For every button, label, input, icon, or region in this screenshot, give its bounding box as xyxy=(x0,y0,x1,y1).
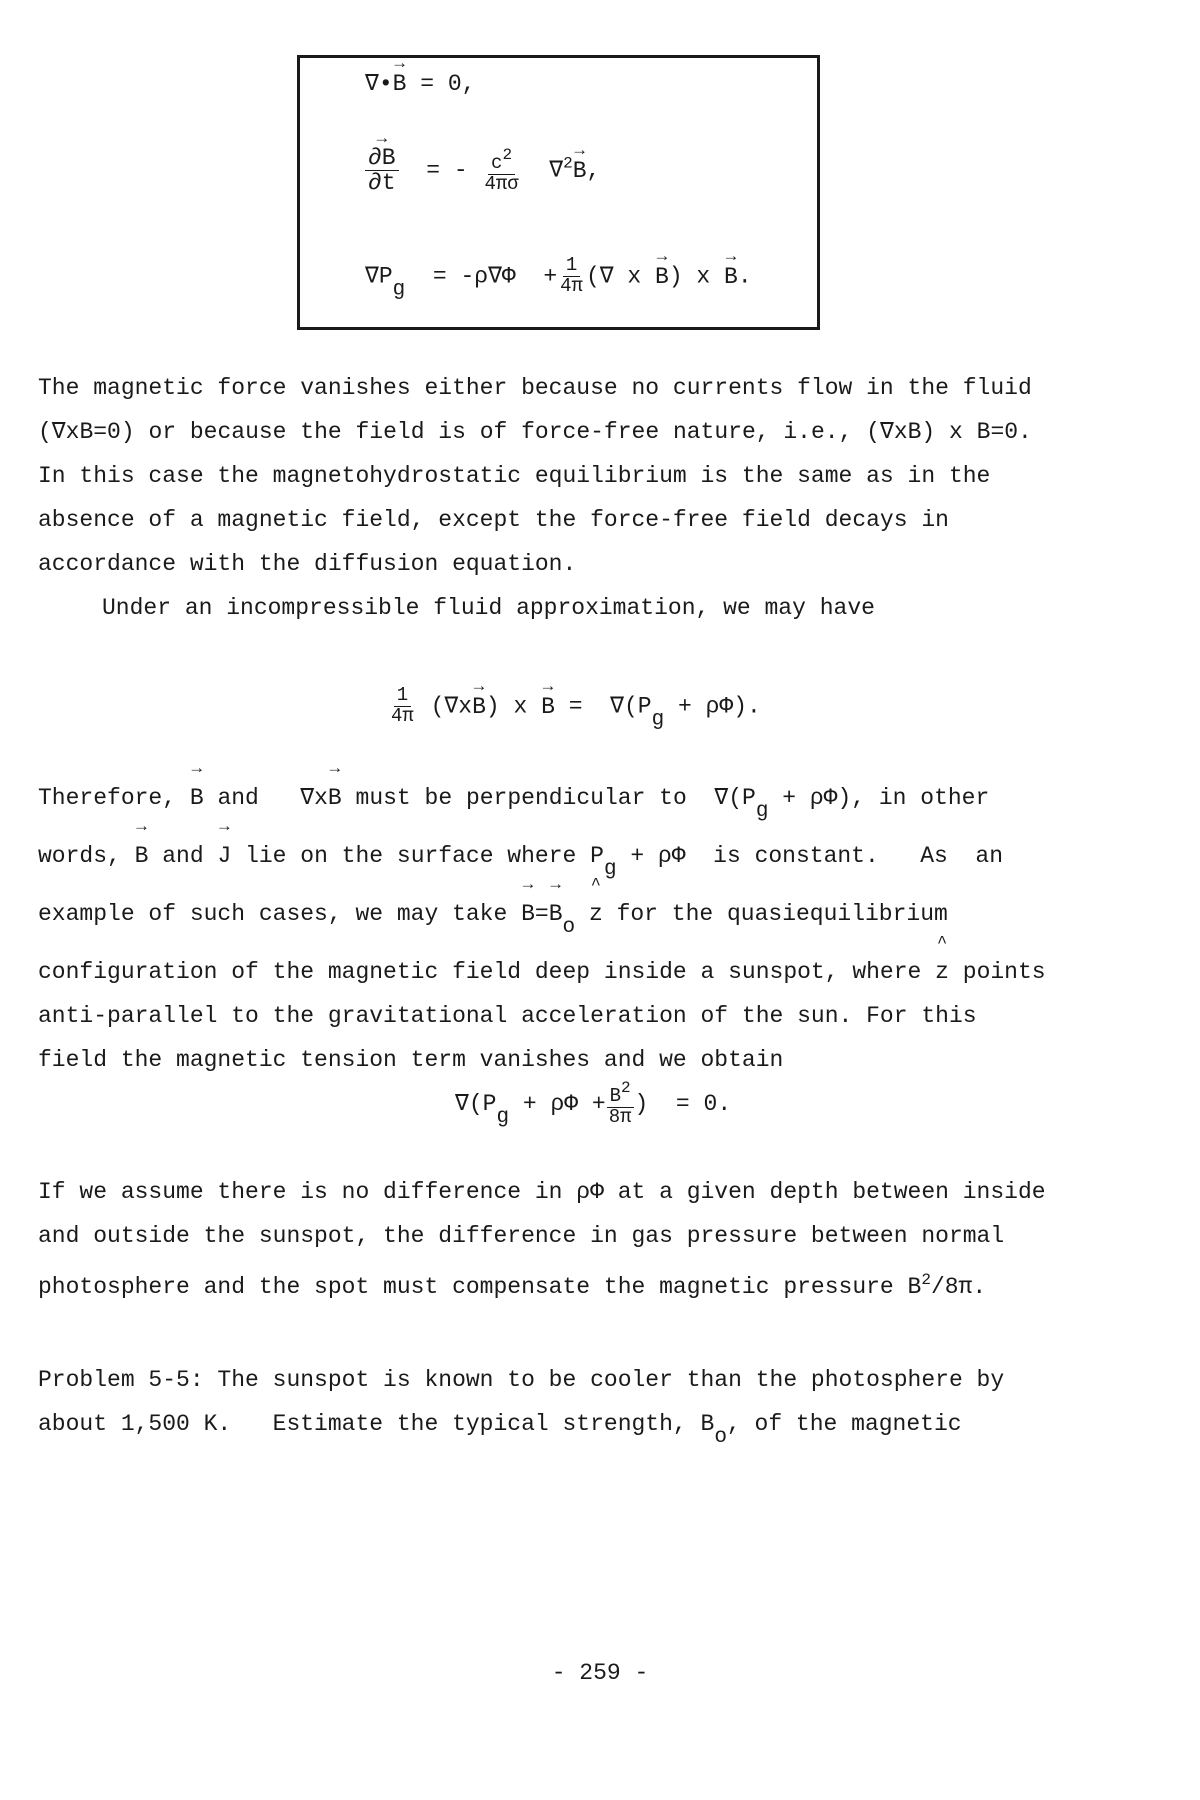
paragraph-4 xyxy=(38,1170,1148,1309)
paragraph-2 xyxy=(38,586,1148,630)
equations-box xyxy=(297,55,820,330)
paragraph-4-line: photosphere and the spot must compensate the magnetic pressure $B^2/8\pi$. xyxy=(38,1271,987,1300)
paragraph-1-line: (∇xB=0) or because the field is of force-free nature, i.e., (∇xB) x B=0. xyxy=(38,419,1032,445)
problem-line: Problem 5-5: The sunspot is known to be cooler than the photosphere by xyxy=(38,1367,1005,1393)
paragraph-1-line: In this case the magnetohydrostatic equilibrium is the same as in the xyxy=(38,463,991,489)
paragraph-3-line: words, → B and → J lie on the surface where $P_g + \rho\Phi$ is constant. As an xyxy=(38,834,1148,892)
paragraph-3-line: field the magnetic tension term vanishes and we obtain xyxy=(38,1047,784,1073)
paragraph-1-line: absence of a magnetic field, except the force-free field decays in xyxy=(38,507,949,533)
paragraph-1-line: accordance with the diffusion equation. xyxy=(38,551,577,577)
paragraph-1 xyxy=(38,366,1148,586)
paragraph-3-line: example of such cases, we may take → $B=\to B_o$ ^ z for the quasiequilibrium xyxy=(38,892,1148,950)
page-number: - 259 - xyxy=(551,1660,649,1686)
equation-divergence: ∇•→ B = 0, xyxy=(365,70,475,97)
paragraph-3-line: Therefore, → B and ∇x→ B must be perpendicular to $\nabla(P_g + \rho\Phi)$, in other xyxy=(38,776,1148,834)
paragraph-3-line: anti-parallel to the gravitational acceleration of the sun. For this xyxy=(38,1003,977,1029)
paragraph-2-line: Under an incompressible fluid approximation, we may have xyxy=(102,595,875,621)
equation-magnetic-pressure: $\nabla(P_g + \rho\Phi$ + $\frac{B^2}{8\pi}$ ) = 0. xyxy=(455,1079,732,1130)
paragraph-1-line: The magnetic force vanishes either because no currents flow in the fluid xyxy=(38,375,1032,401)
problem-5-5 xyxy=(38,1358,1148,1460)
paragraph-3 xyxy=(38,776,1148,1082)
paragraph-4-line: If we assume there is no difference in ρΦ at a given depth between inside xyxy=(38,1179,1046,1205)
paragraph-3-line: configuration of the magnetic field deep inside a sunspot, where ^ z points xyxy=(38,950,1148,994)
equation-diffusion: → $\frac{\partial B}{\partial t}$ = - $\frac{c^2}{4\pi\sigma}$ ∇$^2$→ B, xyxy=(365,146,600,195)
paragraph-4-line: and outside the sunspot, the difference in gas pressure between normal xyxy=(38,1223,1005,1249)
equation-incompressible: $\frac{1}{4\pi}$ (∇x→ B) $x \to B = \nabla(P_g + \rho\Phi)$. xyxy=(388,686,761,732)
problem-line: about 1,500 K. Estimate the typical strength, $B_o$, of the magnetic xyxy=(38,1411,962,1449)
equation-pressure: $\nabla P_g = -\rho\nabla\Phi$ + $\frac{1}{4\pi}$ (∇ x → B) x → B. xyxy=(365,256,752,302)
